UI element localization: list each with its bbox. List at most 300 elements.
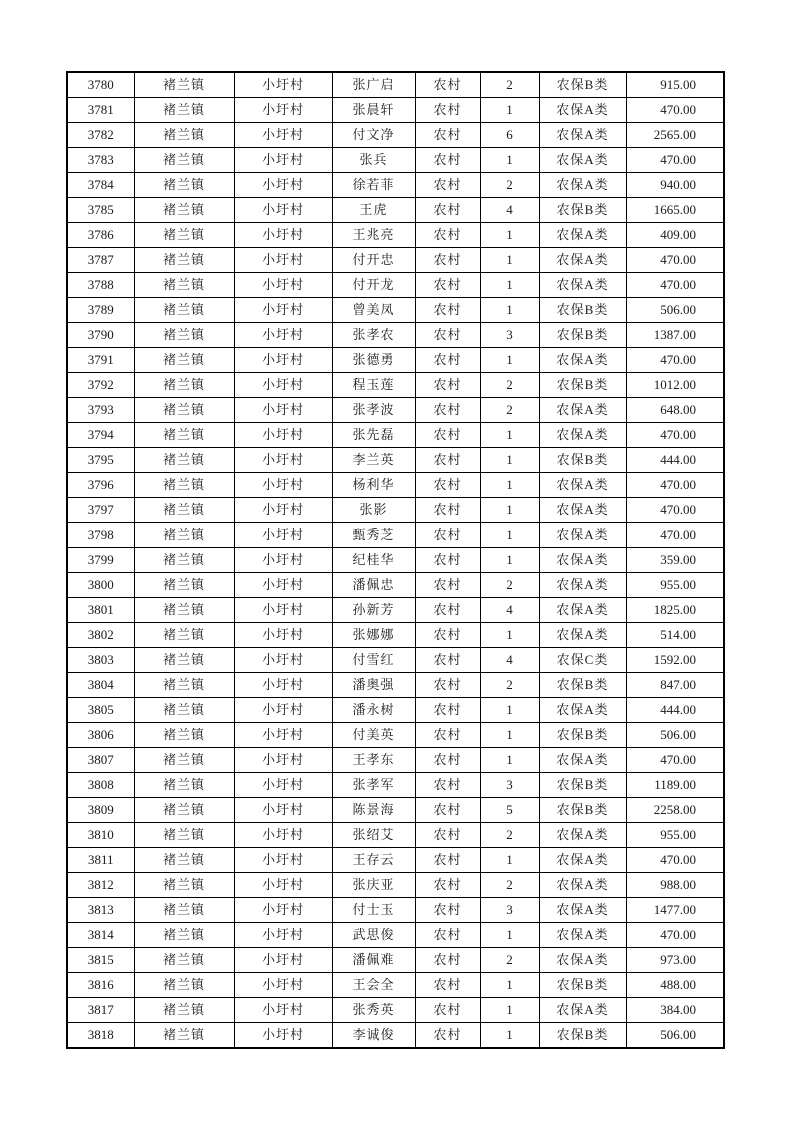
category-cell: 农村 [415, 698, 480, 723]
person-name-cell: 付美英 [332, 723, 415, 748]
insurance-type-cell: 农保A类 [539, 523, 626, 548]
person-count-cell: 1 [480, 448, 539, 473]
row-id-cell: 3799 [67, 548, 134, 573]
village-cell: 小圩村 [234, 223, 332, 248]
person-count-cell: 1 [480, 1023, 539, 1049]
person-name-cell: 王兆亮 [332, 223, 415, 248]
table-row [67, 798, 724, 823]
person-count-cell: 5 [480, 798, 539, 823]
amount-cell: 506.00 [626, 298, 724, 323]
table-row [67, 873, 724, 898]
person-name-cell: 付士玉 [332, 898, 415, 923]
table-row [67, 72, 724, 98]
town-cell: 褚兰镇 [134, 673, 234, 698]
town-cell: 褚兰镇 [134, 623, 234, 648]
category-cell: 农村 [415, 648, 480, 673]
town-cell: 褚兰镇 [134, 748, 234, 773]
person-name-cell: 孙新芳 [332, 598, 415, 623]
town-cell: 褚兰镇 [134, 348, 234, 373]
person-name-cell: 王会全 [332, 973, 415, 998]
person-count-cell: 1 [480, 973, 539, 998]
table-row [67, 323, 724, 348]
row-id-cell: 3790 [67, 323, 134, 348]
town-cell: 褚兰镇 [134, 723, 234, 748]
person-count-cell: 1 [480, 148, 539, 173]
row-id-cell: 3816 [67, 973, 134, 998]
insurance-type-cell: 农保B类 [539, 373, 626, 398]
village-cell: 小圩村 [234, 573, 332, 598]
village-cell: 小圩村 [234, 298, 332, 323]
category-cell: 农村 [415, 273, 480, 298]
insurance-type-cell: 农保A类 [539, 148, 626, 173]
row-id-cell: 3780 [67, 72, 134, 98]
row-id-cell: 3789 [67, 298, 134, 323]
row-id-cell: 3800 [67, 573, 134, 598]
category-cell: 农村 [415, 323, 480, 348]
insurance-type-cell: 农保A类 [539, 548, 626, 573]
amount-cell: 973.00 [626, 948, 724, 973]
insurance-type-cell: 农保A类 [539, 598, 626, 623]
insurance-type-cell: 农保A类 [539, 823, 626, 848]
row-id-cell: 3783 [67, 148, 134, 173]
person-count-cell: 4 [480, 648, 539, 673]
category-cell: 农村 [415, 848, 480, 873]
town-cell: 褚兰镇 [134, 548, 234, 573]
town-cell: 褚兰镇 [134, 923, 234, 948]
person-name-cell: 张庆亚 [332, 873, 415, 898]
table-row [67, 948, 724, 973]
village-cell: 小圩村 [234, 673, 332, 698]
table-row [67, 823, 724, 848]
row-id-cell: 3797 [67, 498, 134, 523]
table-row [67, 123, 724, 148]
town-cell: 褚兰镇 [134, 898, 234, 923]
village-cell: 小圩村 [234, 998, 332, 1023]
category-cell: 农村 [415, 448, 480, 473]
person-name-cell: 武思俊 [332, 923, 415, 948]
town-cell: 褚兰镇 [134, 298, 234, 323]
person-count-cell: 4 [480, 598, 539, 623]
village-cell: 小圩村 [234, 72, 332, 98]
insurance-type-cell: 农保B类 [539, 323, 626, 348]
village-cell: 小圩村 [234, 1023, 332, 1049]
village-cell: 小圩村 [234, 898, 332, 923]
person-name-cell: 曾美凤 [332, 298, 415, 323]
row-id-cell: 3795 [67, 448, 134, 473]
insurance-type-cell: 农保B类 [539, 1023, 626, 1049]
person-count-cell: 1 [480, 223, 539, 248]
table-row [67, 923, 724, 948]
person-name-cell: 陈景海 [332, 798, 415, 823]
amount-cell: 2565.00 [626, 123, 724, 148]
insurance-type-cell: 农保A类 [539, 423, 626, 448]
row-id-cell: 3792 [67, 373, 134, 398]
village-cell: 小圩村 [234, 623, 332, 648]
town-cell: 褚兰镇 [134, 798, 234, 823]
person-name-cell: 李兰英 [332, 448, 415, 473]
row-id-cell: 3794 [67, 423, 134, 448]
insurance-type-cell: 农保A类 [539, 273, 626, 298]
row-id-cell: 3793 [67, 398, 134, 423]
table-row [67, 723, 724, 748]
person-name-cell: 王孝东 [332, 748, 415, 773]
person-name-cell: 张影 [332, 498, 415, 523]
insurance-type-cell: 农保B类 [539, 298, 626, 323]
town-cell: 褚兰镇 [134, 698, 234, 723]
insurance-type-cell: 农保A类 [539, 223, 626, 248]
person-count-cell: 1 [480, 298, 539, 323]
amount-cell: 444.00 [626, 698, 724, 723]
category-cell: 农村 [415, 623, 480, 648]
town-cell: 褚兰镇 [134, 523, 234, 548]
person-count-cell: 1 [480, 248, 539, 273]
insurance-type-cell: 农保A类 [539, 698, 626, 723]
insurance-type-cell: 农保A类 [539, 98, 626, 123]
village-cell: 小圩村 [234, 448, 332, 473]
amount-cell: 470.00 [626, 348, 724, 373]
town-cell: 褚兰镇 [134, 873, 234, 898]
table-row [67, 373, 724, 398]
village-cell: 小圩村 [234, 698, 332, 723]
town-cell: 褚兰镇 [134, 573, 234, 598]
amount-cell: 648.00 [626, 398, 724, 423]
village-cell: 小圩村 [234, 423, 332, 448]
table-row [67, 848, 724, 873]
amount-cell: 470.00 [626, 748, 724, 773]
row-id-cell: 3796 [67, 473, 134, 498]
person-name-cell: 潘佩难 [332, 948, 415, 973]
village-cell: 小圩村 [234, 148, 332, 173]
person-count-cell: 1 [480, 748, 539, 773]
person-count-cell: 1 [480, 848, 539, 873]
person-count-cell: 4 [480, 198, 539, 223]
insurance-type-cell: 农保B类 [539, 673, 626, 698]
table-row [67, 548, 724, 573]
insurance-type-cell: 农保A类 [539, 998, 626, 1023]
row-id-cell: 3807 [67, 748, 134, 773]
category-cell: 农村 [415, 198, 480, 223]
insurance-type-cell: 农保A类 [539, 923, 626, 948]
amount-cell: 1665.00 [626, 198, 724, 223]
amount-cell: 1387.00 [626, 323, 724, 348]
table-row [67, 248, 724, 273]
row-id-cell: 3817 [67, 998, 134, 1023]
person-name-cell: 付开忠 [332, 248, 415, 273]
amount-cell: 488.00 [626, 973, 724, 998]
table-row [67, 573, 724, 598]
row-id-cell: 3788 [67, 273, 134, 298]
town-cell: 褚兰镇 [134, 248, 234, 273]
village-cell: 小圩村 [234, 373, 332, 398]
amount-cell: 359.00 [626, 548, 724, 573]
person-count-cell: 1 [480, 473, 539, 498]
category-cell: 农村 [415, 148, 480, 173]
category-cell: 农村 [415, 98, 480, 123]
row-id-cell: 3811 [67, 848, 134, 873]
village-cell: 小圩村 [234, 173, 332, 198]
person-name-cell: 张孝农 [332, 323, 415, 348]
town-cell: 褚兰镇 [134, 273, 234, 298]
category-cell: 农村 [415, 823, 480, 848]
amount-cell: 470.00 [626, 423, 724, 448]
category-cell: 农村 [415, 548, 480, 573]
insurance-type-cell: 农保B类 [539, 723, 626, 748]
person-name-cell: 张绍艾 [332, 823, 415, 848]
village-cell: 小圩村 [234, 598, 332, 623]
table-row [67, 298, 724, 323]
person-count-cell: 1 [480, 923, 539, 948]
insurance-type-cell: 农保B类 [539, 448, 626, 473]
amount-cell: 940.00 [626, 173, 724, 198]
village-cell: 小圩村 [234, 473, 332, 498]
table-row [67, 148, 724, 173]
row-id-cell: 3798 [67, 523, 134, 548]
person-count-cell: 1 [480, 998, 539, 1023]
insurance-type-cell: 农保A类 [539, 248, 626, 273]
amount-cell: 506.00 [626, 723, 724, 748]
insurance-type-cell: 农保A类 [539, 123, 626, 148]
row-id-cell: 3787 [67, 248, 134, 273]
town-cell: 褚兰镇 [134, 973, 234, 998]
person-name-cell: 甄秀芝 [332, 523, 415, 548]
village-cell: 小圩村 [234, 273, 332, 298]
insurance-type-cell: 农保A类 [539, 473, 626, 498]
category-cell: 农村 [415, 748, 480, 773]
amount-cell: 1012.00 [626, 373, 724, 398]
table-row [67, 473, 724, 498]
amount-cell: 470.00 [626, 848, 724, 873]
category-cell: 农村 [415, 573, 480, 598]
amount-cell: 470.00 [626, 498, 724, 523]
table-row [67, 348, 724, 373]
table-row [67, 198, 724, 223]
row-id-cell: 3818 [67, 1023, 134, 1049]
table-row [67, 648, 724, 673]
category-cell: 农村 [415, 298, 480, 323]
table-row [67, 773, 724, 798]
amount-cell: 470.00 [626, 273, 724, 298]
insurance-type-cell: 农保B类 [539, 198, 626, 223]
town-cell: 褚兰镇 [134, 823, 234, 848]
category-cell: 农村 [415, 223, 480, 248]
insurance-type-cell: 农保B类 [539, 72, 626, 98]
amount-cell: 1825.00 [626, 598, 724, 623]
table-row [67, 523, 724, 548]
insurance-type-cell: 农保A类 [539, 348, 626, 373]
insurance-type-cell: 农保A类 [539, 573, 626, 598]
village-cell: 小圩村 [234, 723, 332, 748]
table-row [67, 1023, 724, 1049]
person-count-cell: 1 [480, 698, 539, 723]
village-cell: 小圩村 [234, 948, 332, 973]
insurance-type-cell: 农保C类 [539, 648, 626, 673]
row-id-cell: 3815 [67, 948, 134, 973]
insurance-type-cell: 农保B类 [539, 973, 626, 998]
category-cell: 农村 [415, 598, 480, 623]
category-cell: 农村 [415, 423, 480, 448]
insurance-type-cell: 农保A类 [539, 873, 626, 898]
village-cell: 小圩村 [234, 823, 332, 848]
amount-cell: 444.00 [626, 448, 724, 473]
village-cell: 小圩村 [234, 98, 332, 123]
amount-cell: 988.00 [626, 873, 724, 898]
amount-cell: 470.00 [626, 523, 724, 548]
town-cell: 褚兰镇 [134, 323, 234, 348]
town-cell: 褚兰镇 [134, 373, 234, 398]
category-cell: 农村 [415, 898, 480, 923]
category-cell: 农村 [415, 523, 480, 548]
insurance-type-cell: 农保A类 [539, 498, 626, 523]
insurance-type-cell: 农保A类 [539, 948, 626, 973]
person-count-cell: 1 [480, 498, 539, 523]
village-cell: 小圩村 [234, 323, 332, 348]
person-name-cell: 张兵 [332, 148, 415, 173]
table-row [67, 498, 724, 523]
row-id-cell: 3809 [67, 798, 134, 823]
village-cell: 小圩村 [234, 398, 332, 423]
person-name-cell: 张广启 [332, 72, 415, 98]
person-count-cell: 3 [480, 898, 539, 923]
amount-cell: 1189.00 [626, 773, 724, 798]
row-id-cell: 3802 [67, 623, 134, 648]
row-id-cell: 3806 [67, 723, 134, 748]
insurance-type-cell: 农保A类 [539, 748, 626, 773]
insurance-type-cell: 农保A类 [539, 623, 626, 648]
person-name-cell: 王存云 [332, 848, 415, 873]
row-id-cell: 3784 [67, 173, 134, 198]
person-name-cell: 张晨轩 [332, 98, 415, 123]
table-row [67, 398, 724, 423]
person-count-cell: 2 [480, 823, 539, 848]
village-cell: 小圩村 [234, 873, 332, 898]
person-name-cell: 张秀英 [332, 998, 415, 1023]
row-id-cell: 3813 [67, 898, 134, 923]
table-row [67, 98, 724, 123]
person-name-cell: 张孝军 [332, 773, 415, 798]
person-name-cell: 付雪红 [332, 648, 415, 673]
row-id-cell: 3808 [67, 773, 134, 798]
amount-cell: 470.00 [626, 473, 724, 498]
village-cell: 小圩村 [234, 923, 332, 948]
village-cell: 小圩村 [234, 548, 332, 573]
category-cell: 农村 [415, 348, 480, 373]
person-name-cell: 程玉莲 [332, 373, 415, 398]
person-count-cell: 1 [480, 423, 539, 448]
village-cell: 小圩村 [234, 248, 332, 273]
category-cell: 农村 [415, 798, 480, 823]
category-cell: 农村 [415, 1023, 480, 1049]
person-name-cell: 王虎 [332, 198, 415, 223]
person-count-cell: 1 [480, 623, 539, 648]
row-id-cell: 3782 [67, 123, 134, 148]
category-cell: 农村 [415, 673, 480, 698]
person-count-cell: 6 [480, 123, 539, 148]
amount-cell: 1592.00 [626, 648, 724, 673]
table-row [67, 173, 724, 198]
table-row [67, 673, 724, 698]
person-count-cell: 2 [480, 173, 539, 198]
town-cell: 褚兰镇 [134, 1023, 234, 1049]
village-cell: 小圩村 [234, 348, 332, 373]
category-cell: 农村 [415, 873, 480, 898]
table-row [67, 223, 724, 248]
town-cell: 褚兰镇 [134, 423, 234, 448]
insurance-roster-table [66, 71, 725, 1049]
town-cell: 褚兰镇 [134, 98, 234, 123]
person-name-cell: 张德勇 [332, 348, 415, 373]
category-cell: 农村 [415, 973, 480, 998]
town-cell: 褚兰镇 [134, 123, 234, 148]
category-cell: 农村 [415, 123, 480, 148]
row-id-cell: 3805 [67, 698, 134, 723]
amount-cell: 409.00 [626, 223, 724, 248]
town-cell: 褚兰镇 [134, 773, 234, 798]
table-row [67, 448, 724, 473]
town-cell: 褚兰镇 [134, 72, 234, 98]
town-cell: 褚兰镇 [134, 498, 234, 523]
insurance-type-cell: 农保B类 [539, 773, 626, 798]
village-cell: 小圩村 [234, 198, 332, 223]
person-name-cell: 杨利华 [332, 473, 415, 498]
person-name-cell: 徐若菲 [332, 173, 415, 198]
table-row [67, 423, 724, 448]
town-cell: 褚兰镇 [134, 198, 234, 223]
village-cell: 小圩村 [234, 523, 332, 548]
person-name-cell: 潘奥强 [332, 673, 415, 698]
person-name-cell: 李诚俊 [332, 1023, 415, 1049]
town-cell: 褚兰镇 [134, 223, 234, 248]
category-cell: 农村 [415, 998, 480, 1023]
table-row [67, 998, 724, 1023]
row-id-cell: 3812 [67, 873, 134, 898]
amount-cell: 470.00 [626, 923, 724, 948]
town-cell: 褚兰镇 [134, 848, 234, 873]
village-cell: 小圩村 [234, 748, 332, 773]
person-count-cell: 1 [480, 523, 539, 548]
row-id-cell: 3804 [67, 673, 134, 698]
amount-cell: 514.00 [626, 623, 724, 648]
row-id-cell: 3801 [67, 598, 134, 623]
amount-cell: 470.00 [626, 148, 724, 173]
person-count-cell: 1 [480, 273, 539, 298]
category-cell: 农村 [415, 923, 480, 948]
person-count-cell: 1 [480, 98, 539, 123]
person-count-cell: 2 [480, 373, 539, 398]
village-cell: 小圩村 [234, 773, 332, 798]
insurance-type-cell: 农保A类 [539, 898, 626, 923]
row-id-cell: 3785 [67, 198, 134, 223]
amount-cell: 470.00 [626, 248, 724, 273]
table-row [67, 898, 724, 923]
person-name-cell: 付文净 [332, 123, 415, 148]
village-cell: 小圩村 [234, 798, 332, 823]
amount-cell: 847.00 [626, 673, 724, 698]
category-cell: 农村 [415, 498, 480, 523]
row-id-cell: 3803 [67, 648, 134, 673]
row-id-cell: 3781 [67, 98, 134, 123]
amount-cell: 384.00 [626, 998, 724, 1023]
table-row [67, 623, 724, 648]
person-name-cell: 付开龙 [332, 273, 415, 298]
row-id-cell: 3814 [67, 923, 134, 948]
amount-cell: 470.00 [626, 98, 724, 123]
table-row [67, 273, 724, 298]
town-cell: 褚兰镇 [134, 473, 234, 498]
person-count-cell: 2 [480, 948, 539, 973]
category-cell: 农村 [415, 72, 480, 98]
person-count-cell: 2 [480, 873, 539, 898]
person-count-cell: 3 [480, 773, 539, 798]
